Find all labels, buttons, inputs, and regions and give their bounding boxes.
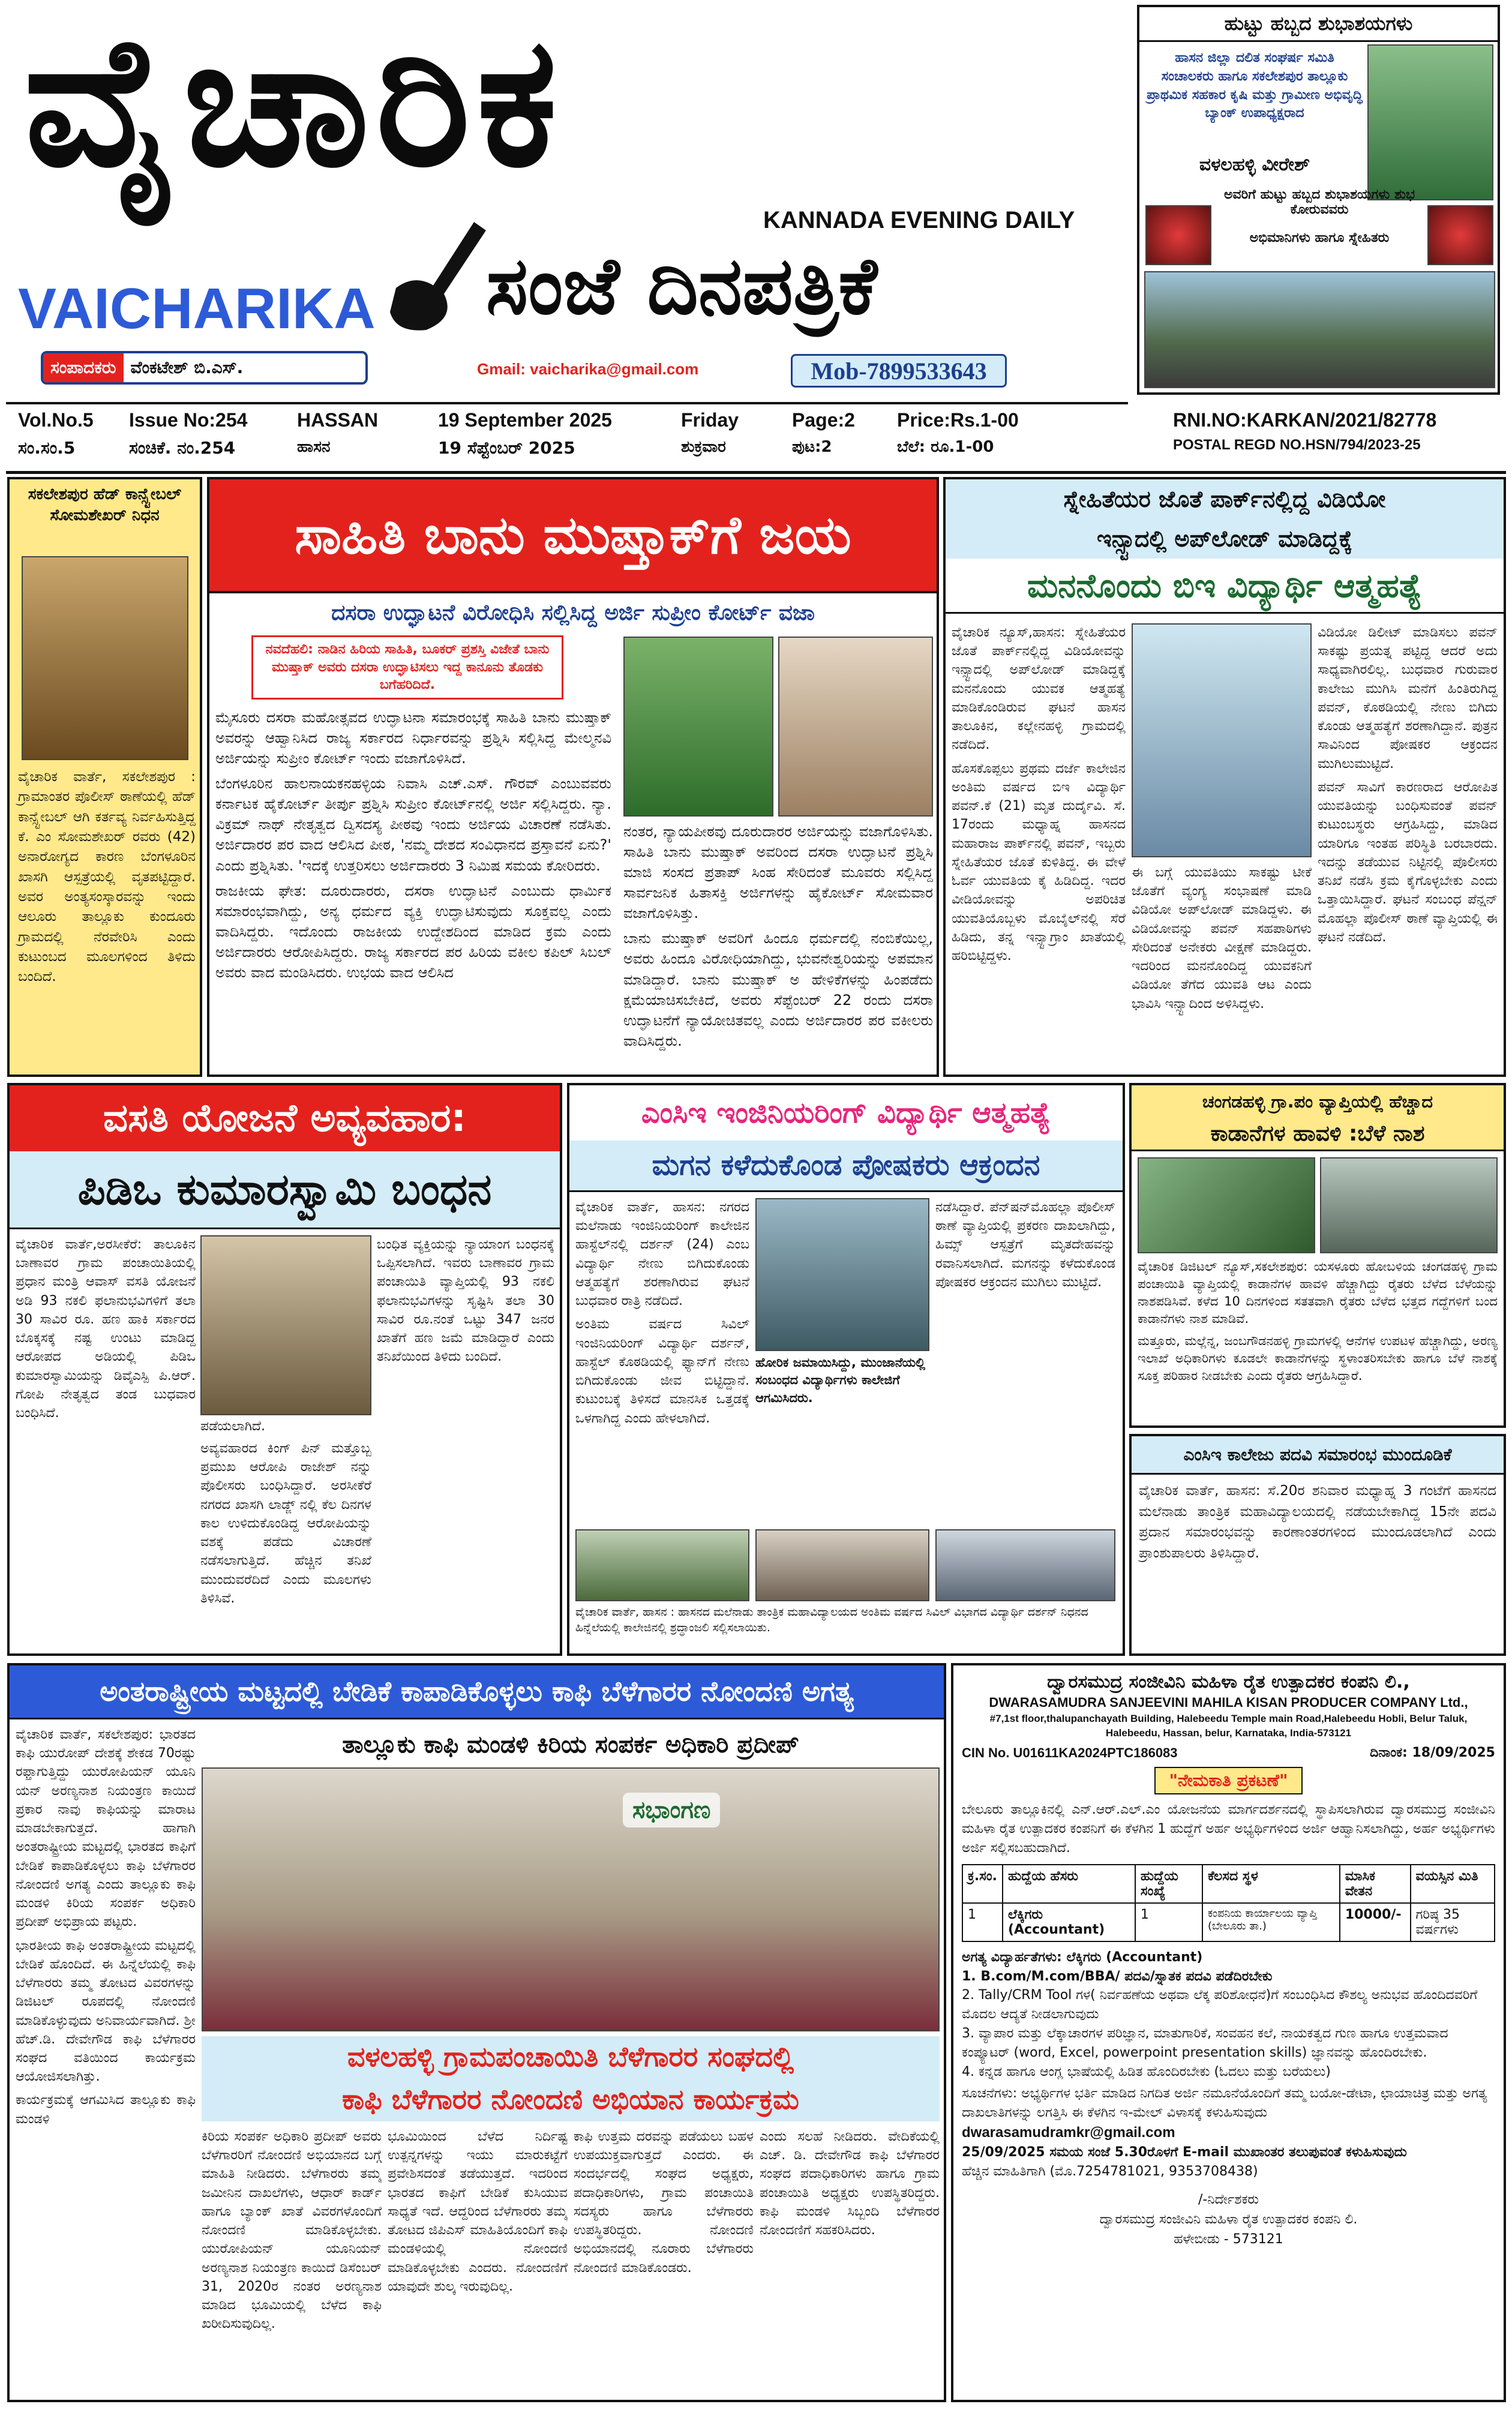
- notice-email: dwarasamudramkr@gmail.com: [962, 2124, 1175, 2141]
- elephant-road-photo: [1320, 1157, 1498, 1253]
- mce-paragraph: ನಡೆಸಿದ್ದಾರೆ. ಪೆನ್‌ಷನ್‌ಮೊಹಲ್ಲಾ ಪೊಲೀಸ್ ಠಾಣೆ ವ್ಯಾಪ್ತಿಯಲ್ಲಿ ಪ್ರಕರಣ ದಾಖಲಾಗಿದ್ದು, ಹಿಮ್ಸ್ ಆಸ್ಪತ್ರೆಗೆ ಮೃತದೇಹವನ್ನು ರವಾನಿಸಲಾಗಿದೆ. ಮಗನನ್ನು ಕಳೆದುಕೊಂಡ ಪೋಷಕರ ಆಕ್ರಂದನ ಮುಗಿಲು ಮುಟ್ಟಿದೆ.: [935, 1200, 1115, 1290]
- coffee-paragraph: ವೈಚಾರಿಕ ವಾರ್ತೆ, ಸಕಲೇಶಪುರ: ಭಾರತದ ಕಾಫಿ ಯುರೋಪ್ ದೇಶಕ್ಕೆ ಶೇಕಡ 70ರಷ್ಟು ರಫ್ತಾಗುತ್ತಿದ್ದು ಯುರೋಪಿಯನ್ ಯೂನಿ ಯನ್ ಅರಣ್ಯನಾಶ ನಿಯಂತ್ರಣ ಕಾಯಿದೆ ಪ್ರಕಾರ ನಾವು ಕಾಫಿಯನ್ನು ಮಾರಾಟ ಮಾಡಬೇಕಾಗುತ್ತದೆ. ಹಾಗಾಗಿ ಅಂತರಾಷ್ಟ್ರೀಯ ಮಟ್ಟದಲ್ಲಿ ಭಾರತದ ಕಾಫಿಗೆ ಬೇಡಿಕೆ ಕಾಪಾಡಿಕೊಳ್ಳಲು ಕಾಫಿ ಬೆಳೆಗಾರರ ನೋಂದಣಿ ಅಗತ್ಯ ಎಂದು ತಾಲ್ಲೂಕು ಕಾಫಿ ಮಂಡಳಿ ಕಿರಿಯ ಸಂಪರ್ಕ ಅಧಿಕಾರಿ ಪ್ರದೀಪ್ ಅಭಿಪ್ರಾಯ ಪಟ್ಟರು.: [16, 1727, 196, 1930]
- notice-qual-item: 3. ವ್ಯಾಪಾರ ಮತ್ತು ಲೆಕ್ಕಾಚಾರಗಳ ಪರಿಜ್ಞಾನ, ಮಾತುಗಾರಿಕೆ, ಸಂವಹನ ಕಲೆ, ನಾಯಕತ್ವದ ಗುಣ ಹಾಗೂ ಉತ್ತಮವಾದ ಕಂಪ್ಯೂಟರ್ (word, Excel, powerpoint presentation skills) ಜ್ಞಾನವನ್ನು ಹೊಂದಿರಬೇಕು.: [962, 2026, 1448, 2061]
- notice-qual-item: 4. ಕನ್ನಡ ಹಾಗೂ ಆಂಗ್ಲ ಭಾಷೆಯಲ್ಲಿ ಹಿಡಿತ ಹೊಂದಿರಬೇಕು (ಓದಲು ಮತ್ತು ಬರೆಯಲು): [962, 2064, 1331, 2080]
- mce-student-photo: [755, 1198, 929, 1351]
- masthead-mobile: Mob-7899533643: [791, 354, 1007, 388]
- dateline-rni: RNI.NO:KARKAN/2021/82778: [1173, 409, 1437, 431]
- coffee-body-col5: [760, 2127, 940, 2397]
- dateline-issue-kn: ಸಂಚಿಕೆ. ನಂ.254: [129, 438, 236, 458]
- elephant-headline-1: ಚಂಗಡಹಳ್ಳಿ ಗ್ರಾ.ಪಂ ವ್ಯಾಪ್ತಿಯಲ್ಲಿ ಹೆಚ್ಚಾದ: [1132, 1085, 1504, 1118]
- notice-qual-item: 1. B.com/M.com/BBA/ ಪದವಿ/ಸ್ನಾತಕ ಪದವಿ ಪಡೆದಿರಬೇಕು: [962, 1968, 1273, 1984]
- mce-tribute-photo-middle: [755, 1529, 929, 1601]
- notice-qual-title: ಅಗತ್ಯ ವಿದ್ಯಾರ್ಹತೆಗಳು: ಲೆಕ್ಕಿಗರು (Accountant): [962, 1949, 1203, 1965]
- table-header-cell: ಹುದ್ದೆಯ ಹೆಸರು: [1003, 1865, 1135, 1903]
- dateline-postal: POSTAL REGD NO.HSN/794/2023-25: [1173, 437, 1421, 453]
- coffee-paragraph: ಭಾರತೀಯ ಕಾಫಿ ಅಂತರಾಷ್ಟ್ರೀಯ ಮಟ್ಟದಲ್ಲಿ ಬೇಡಿಕೆ ಹೊಂದಿದೆ. ಈ ಹಿನ್ನೆಲೆಯಲ್ಲಿ ಕಾಫಿ ಬೆಳೆಗಾರರು ತಮ್ಮ ತೋಟದ ವಿವರಗಳನ್ನು ಡಿಜಿಟಲ್ ರೂಪದಲ್ಲಿ ನೋಂದಣಿ ಮಾಡಿಕೊಳ್ಳುವುದು ಅನಿವಾರ್ಯವಾಗಿದೆ. ಶ್ರೀ ಹೆಚ್.ಡಿ. ದೇವೇಗೌಡ ಕಾಫಿ ಬೆಳೆಗಾರರ ಸಂಘದ ವತಿಯಿಂದ ಕಾರ್ಯಕ್ರಮ ಆಯೋಜಿಸಲಾಗಿತ್ತು.: [16, 1938, 196, 2085]
- notice-meta-row: [953, 1743, 1504, 1763]
- obituary-body: ವೈಚಾರಿಕ ವಾರ್ತೆ, ಸಕಲೇಶಪುರ : ಗ್ರಾಮಾಂತರ ಪೊಲೀಸ್ ಠಾಣೆಯಲ್ಲಿ ಹೆಡ್ ಕಾನ್ಸ್ಟೇಬಲ್ ಆಗಿ ಕರ್ತವ್ಯ ನಿರ್ವಹಿಸುತ್ತಿದ್ದ ಕೆ. ಎಂ ಸೋಮಶೇಖರ್ ರವರು (42) ಅನಾರೋಗ್ಯದ ಕಾರಣ ಬೆಂಗಳೂರಿನ ಖಾಸಗಿ ಆಸ್ಪತ್ರೆಯಲ್ಲಿ ವೃತಪಟ್ಟಿದ್ದಾರೆ. ಅವರ ಅಂತ್ಯಸಂಸ್ಕಾರವನ್ನು ಇಂದು ಆಲೂರು ತಾಲ್ಲೂಕು ಕುಂದೂರು ಗ್ರಾಮದಲ್ಲಿ ನೆರವೇರಿಸಿ ಎಂದು ಕುಟುಂಬದ ಮೂಲಗಳಿಂದ ತಿಳಿದು ಬಂದಿದೆ.: [18, 769, 196, 985]
- birthday-bouquet-right: [1427, 205, 1493, 265]
- pdo-caption: ಪಡೆಯಲಾಗಿದೆ.: [200, 1419, 265, 1434]
- table-cell: 1: [962, 1903, 1003, 1941]
- coffee-paragraph: ಕಿರಿಯ ಸಂಪರ್ಕ ಅಧಿಕಾರಿ ಪ್ರದೀಪ್ ಅವರು ಬೆಳೆಗಾರರಿಗೆ ನೋಂದಣಿ ಅಭಿಯಾನದ ಬಗ್ಗೆ ಮಾಹಿತಿ ನೀಡಿದರು. ಬೆಳೆಗಾರರು ತಮ್ಮ ಜಮೀನಿನ ದಾಖಲೆಗಳು, ಆಧಾರ್ ಕಾರ್ಡ್ ಹಾಗೂ ಬ್ಯಾಂಕ್ ಖಾತೆ ವಿವರಗಳೊಂದಿಗೆ ನೋಂದಣಿ ಮಾಡಿಕೊಳ್ಳಬೇಕು. ಯುರೋಪಿಯನ್ ಯೂನಿಯನ್ ಅರಣ್ಯನಾಶ ನಿಯಂತ್ರಣ ಕಾಯಿದೆ ಡಿಸೆಂಬರ್ 31, 2020ರ ನಂತರ ಅರಣ್ಯನಾಶ ಮಾಡಿದ ಭೂಮಿಯಲ್ಲಿ ಬೆಳೆದ ಕಾಫಿ ಖರೀದಿಸುವುದಿಲ್ಲ.: [202, 2129, 382, 2332]
- notice-deadline: 25/09/2025 ಸಮಯ ಸಂಜೆ 5.30ರೊಳಗೆ E-mail ಮುಖಾಂತರ ತಲುಪುವಂತೆ ಕಳುಹಿಸುವುದು: [962, 2145, 1407, 2160]
- dateline-place-kn: ಹಾಸನ: [297, 438, 331, 456]
- student-headline-1: ಸ್ನೇಹಿತೆಯರ ಜೊತೆ ಪಾರ್ಕ್‌ನಲ್ಲಿದ್ದ ವಿಡಿಯೋ: [946, 479, 1504, 519]
- coffee-body-col2: [202, 2127, 382, 2397]
- notice-table-header: [962, 1865, 1495, 1903]
- birthday-from: ಅಭಿಮಾನಿಗಳು ಹಾಗೂ ಸ್ನೇಹಿತರು: [1249, 230, 1390, 245]
- dateline-vol-kn: ಸಂ.ಸಂ.5: [18, 438, 76, 458]
- dateline-day-en: Friday: [681, 409, 739, 431]
- table-header-cell: ಕೆಲಸದ ಸ್ಥಳ: [1202, 1865, 1340, 1903]
- coffee-body-left: [16, 1725, 196, 2397]
- elephant-paragraph: ವೈಚಾರಿಕ ಡಿಜಿಟಲ್ ನ್ಯೂಸ್,ಸಕಲೇಶಪುರ: ಯಸಳೂರು ಹೋಬಳಿಯ ಚಂಗಡಹಳ್ಳಿ ಗ್ರಾಮ ಪಂಚಾಯಿತಿ ವ್ಯಾಪ್ತಿಯಲ್ಲಿ ಕಾಡಾನೆಗಳ ಹಾವಳಿ ಹೆಚ್ಚಾಗಿದ್ದು ರೈತರು ಬೆಳೆದ ಬೆಳೆಯನ್ನು ನಾಶಪಡಿಸಿವೆ. ಕಳೆದ 10 ದಿನಗಳಿಂದ ಸತತವಾಗಿ ರೈತರು ಬೆಳೆದ ಭತ್ತದ ಗದ್ದೆಗಳಿಗೆ ಬಂದ ಕಾಡಾನೆಗಳು ನಾಶ ಮಾಡಿವೆ.: [1138, 1259, 1498, 1326]
- dateline-price-kn: ಬೆಲೆ: ರೂ.1-00: [897, 438, 994, 456]
- obituary-box: [7, 477, 202, 1077]
- dateline-vol-en: Vol.No.5: [18, 409, 94, 431]
- student-body-right: [1318, 623, 1498, 1073]
- pdo-body-left: [16, 1235, 196, 1652]
- student-paragraph: ವೈಚಾರಿಕ ನ್ಯೂಸ್,ಹಾಸನ: ಸ್ನೇಹಿತೆಯರ ಜೊತೆ ಪಾರ್ಕ್‌ನಲ್ಲಿದ್ದ ವಿಡಿಯೋವನ್ನು ಇನ್ಸ್ಟಾದಲ್ಲಿ ಅಪ್‌ಲೋಡ್ ಮಾಡಿದ್ದಕ್ಕೆ ಮನನೊಂದು ಯುವಕ ಆತ್ಮಹತ್ಯೆ ಮಾಡಿಕೊಂಡಿರುವ ಘಟನೆ ಹಾಸನ ತಾಲೂಕಿನ, ಕಲ್ಲೇನಹಳ್ಳಿ ಗ್ರಾಮದಲ್ಲಿ ನಡೆದಿದೆ.: [952, 625, 1126, 753]
- coffee-paragraph: ಕಾಫಿ ಉತ್ತಮ ದರವನ್ನು ಪಡೆಯಲು ಬಹಳ ಉಪಯುಕ್ತವಾಗುತ್ತದೆ ಎಂದರು. ಈ ಸಂದರ್ಭದಲ್ಲಿ ಸಂಘದ ಅಧ್ಯಕ್ಷರು, ಪದಾಧಿಕಾರಿಗಳು, ಗ್ರಾಮ ಪಂಚಾಯಿತಿ ಸದಸ್ಯರು ಹಾಗೂ ಬೆಳೆಗಾರರು ಉಪಸ್ಥಿತರಿದ್ದರು. ನೋಂದಣಿ ಅಭಿಯಾನದಲ್ಲಿ ನೂರಾರು ಬೆಳೆಗಾರರು ನೋಂದಣಿ ಮಾಡಿಕೊಂಡರು.: [574, 2129, 754, 2276]
- banu-paragraph: ಬೆಂಗಳೂರಿನ ಹಾಲನಾಯಕನಹಳ್ಳಿಯ ನಿವಾಸಿ ಎಚ್.ಎಸ್. ಗೌರವ್ ಎಂಬುವವರು ಕರ್ನಾಟಕ ಹೈಕೋರ್ಟ್ ತೀರ್ಪು ಪ್ರಶ್ನಿಸಿ ಸುಪ್ರೀಂ ಕೋರ್ಟ್‌ನಲ್ಲಿ ಅರ್ಜಿ ಸಲ್ಲಿಸಿದ್ದರು. ನ್ಯಾ. ವಿಕ್ರಮ್ ನಾಥ್ ನೇತೃತ್ವದ ದ್ವಿಸದಸ್ಯ ಪೀಠವು ಇಂದು ಅರ್ಜಿಯ ವಿಚಾರಣೆ ನಡೆಸಿತು. ಅರ್ಜಿದಾರರ ಪರ ವಾದ ಆಲಿಸಿದ ಪೀಠ, 'ನಮ್ಮ ದೇಶದ ಸಂವಿಧಾನದ ಪ್ರಸ್ತಾವನೆ ಏನು?' ಎಂದು ಪ್ರಶ್ನಿಸಿತು. 'ಇದಕ್ಕೆ ಉತ್ತರಿಸಲು ಅರ್ಜಿದಾರರು 3 ನಿಮಿಷ ಸಮಯ ಕೋರಿದರು.: [215, 775, 611, 874]
- banu-paragraph: ನಂತರ, ನ್ಯಾಯಪೀಠವು ದೂರುದಾರರ ಅರ್ಜಿಯನ್ನು ವಜಾಗೊಳಿಸಿತು. ಸಾಹಿತಿ ಬಾನು ಮುಷ್ತಾಕ್ ಅವರಿಂದ ದಸರಾ ಉದ್ಘಾಟನೆ ಪ್ರಶ್ನಿಸಿ ಮಾಜಿ ಸಂಸದ ಪ್ರತಾಪ್ ಸಿಂಹ ಸೇರಿದಂತೆ ಮೂವರು ಸಲ್ಲಿಸಿದ್ದ ಸಾರ್ವಜನಿಕ ಹಿತಾಸಕ್ತಿ ಅರ್ಜಿಗಳನ್ನು ಹೈಕೋರ್ಟ್ ಸೋಮವಾರ ವಜಾಗೊಳಿಸಿತ್ತು.: [623, 823, 933, 922]
- dateline-price-en: Price:Rs.1-00: [897, 409, 1019, 431]
- editor-label: ಸಂಪಾದಕರು: [43, 353, 124, 382]
- dateline-page-en: Page:2: [792, 409, 855, 431]
- pdo-headline-1: ವಸತಿ ಯೋಜನೆ ಅವ್ಯವಹಾರ:: [10, 1085, 560, 1151]
- coffee-headline-2b: ಕಾಫಿ ಬೆಳೆಗಾರರ ನೋಂದಣಿ ಅಭಿಯಾನ ಕಾರ್ಯಕ್ರಮ: [202, 2078, 940, 2121]
- coffee-paragraph: ಭೂಮಿಯಿಂದ ಬೆಳೆದ ನಿರ್ದಿಷ್ಟ ಉತ್ಪನ್ನಗಳನ್ನು ಇಯು ಮಾರುಕಟ್ಟೆಗೆ ಪ್ರವೇಶಿಸದಂತೆ ತಡೆಯುತ್ತದೆ. ಇದರಿಂದ ಭಾರತದ ಕಾಫಿಗೆ ಬೇಡಿಕೆ ಕುಸಿಯುವ ಸಾಧ್ಯತೆ ಇದೆ. ಆದ್ದರಿಂದ ಬೆಳೆಗಾರರು ತಮ್ಮ ತೋಟದ ಜಿಪಿಎಸ್ ಮಾಹಿತಿಯೊಂದಿಗೆ ಕಾಫಿ ಮಂಡಳಿಯಲ್ಲಿ ನೋಂದಣಿ ಮಾಡಿಕೊಳ್ಳಬೇಕು ಎಂದರು. ನೋಂದಣಿಗೆ ಯಾವುದೇ ಶುಲ್ಕ ಇರುವುದಿಲ್ಲ.: [388, 2129, 568, 2294]
- coffee-meeting-photo: [202, 1767, 940, 2031]
- masthead-title-kannada: ವೈಚಾರಿಕ: [24, 0, 564, 206]
- editor-badge: [41, 351, 368, 385]
- coffee-body-col3: [388, 2127, 568, 2397]
- birthday-text: ಹಾಸನ ಜಿಲ್ಲಾ ದಲಿತ ಸಂಘರ್ಷ ಸಮಿತಿ ಸಂಚಾಲಕರು ಹಾಗೂ ಸಕಲೇಶಪುರ ತಾಲ್ಲೂಕು ಪ್ರಾಥಮಿಕ ಸಹಕಾರ ಕೃಷಿ ಮತ್ತು ಗ್ರಾಮೀಣ ಅಭಿವೃದ್ಧಿ ಬ್ಯಾಂಕ್ ಉಪಾಧ್ಯಕ್ಷರಾದ: [1147, 50, 1363, 121]
- banu-body-left: [215, 707, 611, 1073]
- college-body: ವೈಚಾರಿಕ ವಾರ್ತೆ, ಹಾಸನ: ಸೆ.20ರ ಶನಿವಾರ ಮಧ್ಯಾಹ್ನ 3 ಗಂಟೆಗೆ ಹಾಸನದ ಮಲೆನಾಡು ತಾಂತ್ರಿಕ ಮಹಾವಿದ್ಯಾಲಯದಲ್ಲಿ ನಡೆಯಬೇಕಾಗಿದ್ದ 15ನೇ ಪದವಿ ಪ್ರದಾನ ಸಮಾರಂಭವನ್ನು ಕಾರಣಾಂತರಗಳಿಂದ ಮುಂದೂಡಲಾಗಿದೆ ಎಂದು ಪ್ರಾಂಶುಪಾಲರು ತಿಳಿಸಿದ್ದಾರೆ.: [1139, 1483, 1496, 1561]
- birthday-portrait-photo: [1367, 44, 1493, 200]
- banu-kicker: ನವದೆಹಲಿ: ನಾಡಿನ ಹಿರಿಯ ಸಾಹಿತಿ, ಬೂಕರ್ ಪ್ರಶಸ್ತಿ ವಿಜೇತೆ ಬಾನು ಮುಷ್ತಾಕ್ ಅವರು ದಸರಾ ಉದ್ಘಾಟಿಸಲು ಇದ್ದ ಕಾನೂನು ತೊಡಕು ಬಗೆಹರಿದಿದೆ.: [251, 635, 563, 700]
- coffee-subhead: ತಾಲ್ಲೂಕು ಕಾಫಿ ಮಂಡಳಿ ಕಿರಿಯ ಸಂಪರ್ಕ ಅಧಿಕಾರಿ ಪ್ರದೀಪ್: [342, 1731, 799, 1758]
- mce-paragraph: ಅಂತಿಮ ವರ್ಷದ ಸಿವಿಲ್ ಇಂಜಿನಿಯರಿಂಗ್ ವಿದ್ಯಾರ್ಥಿ ದರ್ಶನ್, ಹಾಸ್ಟೆಲ್ ಕೊಠಡಿಯಲ್ಲಿ ಫ್ಯಾನ್‌ಗೆ ನೇಣು ಬಿಗಿದುಕೊಂಡು ಜೀವ ಬಿಟ್ಟಿದ್ದಾನೆ. ಕುಟುಂಬಕ್ಕೆ ತಿಳಿಸದೆ ಮಾನಸಿಕ ಒತ್ತಡಕ್ಕೆ ಒಳಗಾಗಿದ್ದ ಎಂದು ಹೇಳಲಾಗಿದೆ.: [575, 1317, 749, 1426]
- coffee-headline-2a: ವಳಲಹಳ್ಳಿ ಗ್ರಾಮಪಂಚಾಯಿತಿ ಬೆಳೆಗಾರರ ಸಂಘದಲ್ಲಿ: [202, 2036, 940, 2078]
- birthday-header: ಹುಟ್ಟು ಹಬ್ಬದ ಶುಭಾಶಯಗಳು: [1139, 7, 1498, 42]
- editor-name: ವೆಂಕಟೇಶ್ ಬಿ.ಎಸ್.: [124, 353, 251, 382]
- notice-date: ದಿನಾಂಕ: 18/09/2025: [1370, 1745, 1495, 1760]
- notice-note: ಸೂಚನೆಗಳು: ಅಭ್ಯರ್ಥಿಗಳ ಭರ್ತಿ ಮಾಡಿದ ನಿಗದಿತ ಅರ್ಜಿ ನಮೂನೆಯೊಂದಿಗೆ ತಮ್ಮ ಬಯೋ-ಡೇಟಾ, ಛಾಯಾಚಿತ್ರ ಮತ್ತು ಅಗತ್ಯ ದಾಖಲಾತಿಗಳನ್ನು ಲಗತ್ತಿಸಿ ಈ ಕೆಳಗಿನ ಇ-ಮೇಲ್ ವಿಳಾಸಕ್ಕೆ ಕಳುಹಿಸುವುದು: [962, 2085, 1487, 2120]
- notice-qualifications: [953, 1946, 1504, 2184]
- notice-sign-3: ಹಳೇಬೀಡು - 573121: [1174, 2232, 1283, 2247]
- banu-paragraph: ರಾಜಕೀಯ ಘೇತ: ದೂರುದಾರರು, ದಸರಾ ಉದ್ಘಾಟನೆ ಎಂಬುದು ಧಾರ್ಮಿಕ ಸಮಾರಂಭವಾಗಿದ್ದು, ಅನ್ಯ ಧರ್ಮದ ವ್ಯಕ್ತಿ ಉದ್ಘಾಟಿಸುವುದು ಸೂಕ್ತವಲ್ಲ ಎಂದು ವಾದಿಸಿದ್ದರು. ಇದೊಂದು ರಾಜಕೀಯ ಉದ್ದೇಶದಿಂದ ಮಾಡಿದ ಕ್ರಮ ಎಂದು ಅರ್ಜಿದಾರರು ಆರೋಪಿಸಿದ್ದರು. ರಾಜ್ಯ ಸರ್ಕಾರದ ಪರ ಹಿರಿಯ ವಕೀಲ ಕಪಿಲ್ ಸಿಬಲ್ ಅವರು ವಾದ ಮಂಡಿಸಿದರು. ಉಭಯ ವಾದ ಆಲಿಸಿದ: [215, 882, 611, 981]
- notice-sign-1: /-ನಿರ್ದೇಶಕರು: [1198, 2192, 1259, 2208]
- student-paragraph: ಹೊಸಕೊಪ್ಪಲು ಪ್ರಥಮ ದರ್ಜೆ ಕಾಲೇಜಿನ ಅಂತಿಮ ವರ್ಷದ ಬಿಇ ವಿದ್ಯಾರ್ಥಿ ಪವನ್.ಕೆ (21) ಮೃತ ದುರ್ದೈವಿ. ಸೆ. 17ರಂದು ಮಧ್ಯಾಹ್ನ ಹಾಸನದ ಮಹಾರಾಜ ಪಾರ್ಕ್‌ನಲ್ಲಿ ಪವನ್, ಇಬ್ಬರು ಸ್ನೇಹಿತೆಯರ ಜೊತೆ ಕುಳಿತಿದ್ದ. ಈ ವೇಳೆ ಓರ್ವ ಯುವತಿಯ ಕೈ ಹಿಡಿದಿದ್ದ. ಇದರ ವೀಡಿಯೋವನ್ನು ಅಪರಿಚಿತ ಯುವತಿಯೊಬ್ಬಳು ಮೊಬೈಲ್‌ನಲ್ಲಿ ಸೆರೆ ಹಿಡಿದು, ತನ್ನ ಇನ್ಸ್ಟಾಗ್ರಾಂ ಖಾತೆಯಲ್ಲಿ ಹರಿಬಿಟ್ಟಿದ್ದಳು.: [952, 761, 1126, 964]
- table-cell: ಗರಿಷ್ಠ 35 ವರ್ಷಗಳು: [1411, 1903, 1495, 1941]
- masthead-title-english: VAICHARIKA: [18, 277, 376, 341]
- dateline-bottom-rule: [6, 471, 1506, 474]
- elephant-paragraph: ಮತ್ತೂರು, ಮಲ್ಲೆನ್ನ, ಜಂಬಗೌಡನಹಳ್ಳಿ ಗ್ರಾಮಗಳಲ್ಲಿ ಆನೆಗಳ ಉಪಟಳ ಹೆಚ್ಚಾಗಿದ್ದು, ಅರಣ್ಯ ಇಲಾಖೆ ಅಧಿಕಾರಿಗಳು ಕೂಡಲೇ ಕಾಡಾನೆಗಳನ್ನು ಸ್ಥಳಾಂತರಿಸಬೇಕು ಹಾಗೂ ಬೆಳೆ ನಾಶಕ್ಕೆ ಸೂಕ್ತ ಪರಿಹಾರ ನೀಡಬೇಕು ಎಂದು ರೈತರು ಆಗ್ರಹಿಸಿದ್ದಾರೆ.: [1138, 1333, 1498, 1383]
- dateline-place-en: HASSAN: [297, 409, 379, 431]
- notice-sign-2: ದ್ವಾರಸಮುದ್ರ ಸಂಜೀವಿನಿ ಮಹಿಳಾ ರೈತ ಉತ್ಪಾದಕರ ಕಂಪನಿ ಲಿ.: [1099, 2212, 1358, 2228]
- table-cell: 10000/-: [1340, 1903, 1411, 1941]
- college-story: [1129, 1434, 1506, 1656]
- coffee-banner-text: ಸಭಾಂಗಣ: [623, 1793, 720, 1827]
- table-cell: ಕಂಪನಿಯ ಕಾರ್ಯಾಲಯ ವ್ಯಾಪ್ತಿ (ಬೇಲೂರು ತಾ.): [1202, 1903, 1340, 1941]
- masthead-gmail: Gmail: vaicharika@gmail.com: [477, 360, 699, 378]
- table-row: [962, 1903, 1495, 1941]
- mce-student-caption: ಹೋರಿಕ ಜಮಾಯಿಸಿದ್ದು, ಮುಂಜಾನೆಯಲ್ಲಿ ಸಂಬಂಧದ ವಿದ್ಯಾರ್ಥಿಗಳು ಕಾಲೇಜಿಗೆ ಆಗಮಿಸಿದರು.: [755, 1355, 926, 1405]
- college-headline: ಎಂಸಿಇ ಕಾಲೇಜು ಪದವಿ ಸಮಾರಂಭ ಮುಂದೂಡಿಕೆ: [1132, 1436, 1504, 1475]
- coffee-story: [7, 1663, 946, 2402]
- student-headline-3: ಮನನೊಂದು ಬಿಇ ವಿದ್ಯಾರ್ಥಿ ಆತ್ಮಹತ್ಯೆ: [946, 560, 1504, 614]
- birthday-group-photo: [1144, 271, 1495, 388]
- masthead-tagline-english: KANNADA EVENING DAILY: [763, 207, 1075, 233]
- banu-subhead: ದಸರಾ ಉದ್ಘಾಟನೆ ವಿರೋಧಿಸಿ ಸಲ್ಲಿಸಿದ್ದ ಅರ್ಜಿ ಸುಪ್ರೀಂ ಕೋರ್ಟ್ ವಜಾ: [331, 601, 815, 625]
- mce-story: [567, 1083, 1125, 1656]
- birthday-bouquet-left: [1145, 205, 1211, 265]
- pdo-headline-2: ಪಿಡಿಒ ಕುಮಾರಸ್ವಾಮಿ ಬಂಧನ: [10, 1151, 560, 1229]
- dateline: [6, 407, 1506, 473]
- notice-address-2: Halebeedu, Hassan, belur, Karnataka, India-573121: [1105, 1727, 1352, 1739]
- pdo-story: [7, 1083, 562, 1656]
- notice-title: "ನೇಮಕಾತಿ ಪ್ರಕಟಣೆ": [1154, 1767, 1302, 1794]
- dateline-top-rule: [6, 402, 1128, 404]
- notice-company-kn: ದ್ವಾರಸಮುದ್ರ ಸಂಜೀವಿನಿ ಮಹಿಳಾ ರೈತ ಉತ್ಪಾದಕರ ಕಂಪನಿ ಲಿ.,: [1047, 1671, 1410, 1692]
- pen-hand-icon: [384, 216, 492, 336]
- mce-paragraph: ವೈಚಾರಿಕ ವಾರ್ತೆ, ಹಾಸನ: ನಗರದ ಮಲೆನಾಡು ಇಂಜಿನಿಯರಿಂಗ್ ಕಾಲೇಜಿನ ಹಾಸ್ಟೆಲ್‌ನಲ್ಲಿ ದರ್ಶನ್ (24) ಎಂಬ ವಿದ್ಯಾರ್ಥಿ ನೇಣು ಬಿಗಿದುಕೊಂಡು ಆತ್ಮಹತ್ಯೆಗೆ ಶರಣಾಗಿರುವ ಘಟನೆ ಬುಧವಾರ ರಾತ್ರಿ ನಡೆದಿದೆ.: [575, 1200, 749, 1309]
- dateline-date-kn: 19 ಸೆಪ್ಟೆಂಬರ್ 2025: [438, 438, 575, 458]
- pdo-paragraph: ಅವ್ಯವಹಾರದ ಕಿಂಗ್ ಪಿನ್ ಮತ್ತೊಬ್ಬ ಪ್ರಮುಖ ಆರೋಪಿ ರಾಜೇಶ್ ನನ್ನು ಪೊಲೀಸರು ಬಂಧಿಸಿದ್ದಾರೆ. ಅರಸೀಕೆರೆ ನಗರದ ಖಾಸಗಿ ಲಾಡ್ಜ್ ನಲ್ಲಿ ಕೆಲ ದಿನಗಳ ಕಾಲ ಉಳಿದುಕೊಂಡಿದ್ದ ಆರೋಪಿಯನ್ನು ವಶಕ್ಕೆ ಪಡೆದು ವಿಚಾರಣೆ ನಡೆಸಲಾಗುತ್ತಿದೆ. ಹೆಚ್ಚಿನ ತನಿಖೆ ಮುಂದುವರೆದಿದೆ ಎಂದು ಮೂಲಗಳು ತಿಳಿಸಿವೆ.: [200, 1441, 371, 1606]
- notice-table-wrap: [953, 1860, 1504, 1946]
- mce-headline-1: ಎಂಸಿಇ ಇಂಜಿನಿಯರಿಂಗ್ ವಿದ್ಯಾರ್ಥಿ ಆತ್ಮಹತ್ಯೆ: [569, 1085, 1123, 1141]
- elephant-body: [1138, 1258, 1498, 1426]
- table-header-cell: ಕ್ರ.ಸಂ.: [962, 1865, 1003, 1903]
- coffee-body-col4: [574, 2127, 754, 2397]
- mce-headline-2: ಮಗನ ಕಳೆದುಕೊಂಡ ಪೋಷಕರು ಆಕ್ರಂದನ: [569, 1141, 1123, 1192]
- notice-signature: [953, 2184, 1504, 2255]
- table-header-cell: ಮಾಸಿಕ ವೇತನ: [1340, 1865, 1411, 1903]
- mce-tribute-photo-left: [575, 1529, 749, 1601]
- notice-title-wrap: [953, 1767, 1504, 1794]
- notice-intro: ಬೇಲೂರು ತಾಲ್ಲೂಕಿನಲ್ಲಿ ಎನ್.ಆರ್.ಎಲ್.ಎಂ ಯೋಜನೆಯ ಮಾರ್ಗದರ್ಶನದಲ್ಲಿ ಸ್ಥಾಪಿಸಲಾಗಿರುವ ದ್ವಾರಸಮುದ್ರ ಸಂಜೀವಿನಿ ಮಹಿಳಾ ರೈತ ಉತ್ಪಾದಕರ ಕಂಪನಿಗೆ ಈ ಕೆಳಗಿನ 1 ಹುದ್ದೆಗೆ ಅರ್ಹ ಅಭ್ಯರ್ಥಿಗಳಿಂದ ಅರ್ಜಿ ಆಹ್ವಾನಿಸಲಾಗಿದ್ದು, ಅರ್ಹ ಅಭ್ಯರ್ಥಿಗಳು ಅರ್ಜಿ ಸಲ್ಲಿಸಬಹುದಾಗಿದೆ.: [962, 1802, 1495, 1856]
- elephant-headline-2: ಕಾಡಾನೆಗಳ ಹಾವಳಿ :ಬೆಳೆ ನಾಶ: [1132, 1118, 1504, 1151]
- banu-body-right: [623, 821, 933, 1073]
- birthday-wish: ಅವರಿಗೆ ಹುಟ್ಟು ಹಬ್ಬದ ಶುಭಾಶಯಗಳು ಶುಭ ಕೋರುವವರು: [1223, 187, 1415, 217]
- student-body-left: [952, 623, 1126, 1073]
- masthead-tagline-kannada: ಸಂಜೆ ದಿನಪತ್ರಿಕೆ: [486, 240, 877, 332]
- mce-body-right: [935, 1198, 1115, 1528]
- mce-body-left: [575, 1198, 749, 1528]
- pdo-body-middle: [200, 1439, 371, 1652]
- student-paragraph: ಈ ಬಗ್ಗೆ ಯುವತಿಯು ಸಾಕಷ್ಟು ಟೀಕೆ ಜೊತೆಗೆ ವ್ಯಂಗ್ಯ ಸಂಭಾಷಣೆ ಮಾಡಿ ವಿಡಿಯೋ ಅಪ್‌ಲೋಡ್ ಮಾಡಿದ್ದಳು. ಈ ವಿಡಿಯೋವನ್ನು ಪವನ್ ಸಹಪಾಠಿಗಳು ಸೇರಿದಂತೆ ಅನೇಕರು ವೀಕ್ಷಣೆ ಮಾಡಿದ್ದರು. ಇದರಿಂದ ಮನನೊಂದಿದ್ದ ಯುವಕನಿಗೆ ವಿಡಿಯೋ ತೆಗೆದ ಯುವತಿ ಆಟ ಎಂದು ಭಾವಿಸಿ ಇನ್ಸ್ಟಾದಿಂದ ಅಳಿಸಿದ್ದಳು.: [1132, 865, 1312, 1012]
- coffee-headline: ಅಂತರಾಷ್ಟ್ರೀಯ ಮಟ್ಟದಲ್ಲಿ ಬೇಡಿಕೆ ಕಾಪಾಡಿಕೊಳ್ಳಲು ಕಾಫಿ ಬೆಳೆಗಾರರ ನೋಂದಣಿ ಅಗತ್ಯ: [10, 1665, 944, 1719]
- notice-company-en: DWARASAMUDRA SANJEEVINI MAHILA KISAN PRODUCER COMPANY Ltd.,: [989, 1695, 1468, 1710]
- student-story: [943, 477, 1506, 1077]
- masthead: [0, 0, 1128, 399]
- supreme-court-photo: [778, 637, 933, 817]
- table-cell: 1: [1135, 1903, 1202, 1941]
- elephant-crop-photo: [1138, 1157, 1315, 1253]
- mce-tribute-photo-right: [935, 1529, 1115, 1601]
- dateline-day-kn: ಶುಕ್ರವಾರ: [681, 438, 726, 456]
- notice-cin: CIN No. U01611KA2024PTC186083: [962, 1745, 1178, 1760]
- table-header-cell: ವಯಸ್ಸಿನ ಮಿತಿ: [1411, 1865, 1495, 1903]
- banu-paragraph: ಬಾನು ಮುಷ್ತಾಕ್ ಅವರಿಗೆ ಹಿಂದೂ ಧರ್ಮದಲ್ಲಿ ನಂಬಿಕೆಯಿಲ್ಲ, ಅವರು ಹಿಂದೂ ವಿರೋಧಿಯಾಗಿದ್ದು, ಭುವನೇಶ್ವರಿಯನ್ನು ಅಪಮಾನ ಮಾಡಿದ್ದಾರೆ. ಬಾನು ಮುಷ್ತಾಕ್ ಅ ಹೇಳಿಕೆಗಳನ್ನು ಹಿಂಪಡೆದು ಕ್ಷಮೆಯಾಚಿಸಬೇಕಿದೆ, ಅವರು ಸೆಪ್ಟೆಂಬರ್ 22 ರಂದು ದಸರಾ ಉದ್ಘಾಟನೆಗೆ ನ್ಯಾಯೋಚಿತವಲ್ಲ ಎಂದು ಅರ್ಜಿದಾರರ ಪರ ವಕೀಲರು ವಾದಿಸಿದ್ದರು.: [623, 930, 933, 1049]
- birthday-name: ವಳಲಹಳ್ಳಿ ವೀರೇಶ್: [1199, 154, 1310, 175]
- recruitment-notice: [951, 1663, 1506, 2402]
- coffee-paragraph: ಕಾರ್ಯಕ್ರಮಕ್ಕೆ ಆಗಮಿಸಿದ ತಾಲ್ಲೂಕು ಕಾಫಿ ಮಂಡಳಿ: [16, 2093, 196, 2127]
- dateline-date-en: 19 September 2025: [438, 409, 612, 431]
- pdo-portrait-photo: [200, 1235, 371, 1415]
- pdo-paragraph: ವೈಚಾರಿಕ ವಾರ್ತೆ,ಅರಸೀಕೆರೆ: ತಾಲೂಕಿನ ಬಾಣಾವರ ಗ್ರಾಮ ಪಂಚಾಯಿತಿಯಲ್ಲಿ ಪ್ರಧಾನ ಮಂತ್ರಿ ಆವಾಸ್ ವಸತಿ ಯೋಜನೆ ಅಡಿ 93 ನಕಲಿ ಫಲಾನುಭವಿಗಳಿಗೆ ತಲಾ 30 ಸಾವಿರ ರೂ. ಹಣ ಹಾಕಿ ಸರ್ಕಾರದ ಬೊಕ್ಕಸಕ್ಕೆ ನಷ್ಟ ಉಂಟು ಮಾಡಿದ್ದ ಆರೋಪದ ಅಡಿಯಲ್ಲಿ ಪಿಡಿಒ ಕುಮಾರಸ್ವಾಮಿಯನ್ನು ಡಿವೈಎಸ್ಪಿ ಪಿ.ಆರ್. ಗೋಪಿ ನೇತೃತ್ವದ ತಂಡ ಬುಧವಾರ ಬಂಧಿಸಿದೆ.: [16, 1237, 196, 1421]
- student-photo: [1132, 623, 1312, 857]
- notice-qual-item: 2. Tally/CRM Tool ಗಳ( ನಿರ್ವಹಣೆಯ ಅಥವಾ ಲೆಕ್ಕ ಪರಿಶೋಧನೆ)ಗೆ ಸಂಬಂಧಿಸಿದ ಕೌಶಲ್ಯ ಅನುಭವ ಹೊಂದಿದವರಿಗೆ ಮೊದಲ ಆದ್ಯತೆ ನೀಡಲಾಗುವುದು: [962, 1988, 1478, 2022]
- banu-headline: ಸಾಹಿತಿ ಬಾನು ಮುಷ್ತಾಕ್‌ಗೆ ಜಯ: [209, 479, 937, 593]
- coffee-paragraph: ಎಂದು ಸಲಹೆ ನೀಡಿದರು. ವೇದಿಕೆಯಲ್ಲಿ ಎಚ್. ಡಿ. ದೇವೇಗೌಡ ಕಾಫಿ ಬೆಳೆಗಾರರ ಸಂಘದ ಪದಾಧಿಕಾರಿಗಳು ಹಾಗೂ ಗ್ರಾಮ ಪಂಚಾಯಿತಿ ಅಧ್ಯಕ್ಷರು ಉಪಸ್ಥಿತರಿದ್ದರು. ಕಾಫಿ ಮಂಡಳಿ ಸಿಬ್ಬಂದಿ ಬೆಳೆಗಾರರ ನೋಂದಣಿಗೆ ಸಹಕರಿಸಿದರು.: [760, 2129, 940, 2238]
- notice-table: [962, 1864, 1495, 1942]
- pdo-body-right: [377, 1235, 554, 1652]
- student-body-middle: [1132, 863, 1312, 1073]
- table-header-cell: ಹುದ್ದೆಯ ಸಂಖ್ಯೆ: [1135, 1865, 1202, 1903]
- obituary-headline: ಸಕಲೇಶಪುರ ಹೆಡ್ ಕಾನ್ಸ್ಟೇಬಲ್ ಸೋಮಶೇಖರ್ ನಿಧನ: [28, 485, 182, 525]
- obituary-portrait-photo: [22, 556, 188, 760]
- birthday-box: [1137, 5, 1500, 395]
- notice-contact: ಹೆಚ್ಚಿನ ಮಾಹಿತಿಗಾಗಿ (ಮೊ.7254781021, 9353708438): [962, 2164, 1258, 2180]
- banu-portrait-photo: [623, 637, 773, 817]
- pdo-paragraph: ಬಂಧಿತ ವ್ಯಕ್ತಿಯನ್ನು ನ್ಯಾಯಾಂಗ ಬಂಧನಕ್ಕೆ ಒಪ್ಪಿಸಲಾಗಿದೆ. ಇವರು ಬಾಣಾವರ ಗ್ರಾಮ ಪಂಚಾಯಿತಿ ವ್ಯಾಪ್ತಿಯಲ್ಲಿ 93 ನಕಲಿ ಫಲಾನುಭವಿಗಳನ್ನು ಸೃಷ್ಟಿಸಿ ತಲಾ 30 ಸಾವಿರ ರೂ.ನಂತೆ ಒಟ್ಟು 347 ಜನರ ಖಾತೆಗೆ ಹಣ ಜಮೆ ಮಾಡಿದ್ದಾರೆ ಎಂದು ತನಿಖೆಯಿಂದ ತಿಳಿದು ಬಂದಿದೆ.: [377, 1237, 554, 1365]
- dateline-page-kn: ಪುಟ:2: [792, 438, 832, 456]
- notice-address-1: #7,1st floor,thalupanchayath Building, Halebeedu Temple main Road,Halebeedu Hobli, Belur Taluk,: [989, 1713, 1468, 1724]
- student-headline-2: ಇನ್ಸ್ಟಾದಲ್ಲಿ ಅಪ್‌ಲೋಡ್ ಮಾಡಿದ್ದಕ್ಕೆ: [946, 519, 1504, 559]
- banu-story: [207, 477, 939, 1077]
- mce-photo-caption: ವೈಚಾರಿಕ ವಾರ್ತೆ, ಹಾಸನ : ಹಾಸನದ ಮಲೆನಾಡು ತಾಂತ್ರಿಕ ಮಹಾವಿದ್ಯಾಲಯದ ಅಂತಿಮ ವರ್ಷದ ಸಿವಿಲ್ ವಿಭಾಗದ ವಿದ್ಯಾರ್ಥಿ ದರ್ಶನ್ ನಿಧನದ ಹಿನ್ನೆಲೆಯಲ್ಲಿ ಕಾಲೇಜಿನಲ್ಲಿ ಶ್ರದ್ಧಾಂಜಲಿ ಸಲ್ಲಿಸಲಾಯಿತು.: [575, 1605, 1088, 1634]
- banu-paragraph: ಮೈಸೂರು ದಸರಾ ಮಹೋತ್ಸವದ ಉದ್ಘಾಟನಾ ಸಮಾರಂಭಕ್ಕೆ ಸಾಹಿತಿ ಬಾನು ಮುಷ್ತಾಕ್ ಅವರನ್ನು ಆಹ್ವಾನಿಸಿದ ರಾಜ್ಯ ಸರ್ಕಾರದ ನಿರ್ಧಾರವನ್ನು ಪ್ರಶ್ನಿಸಿ ಸಲ್ಲಿಸಿದ್ದ ಮೇಲ್ಮನವಿ ಅರ್ಜಿಯನ್ನು ಸುಪ್ರೀಂ ಕೋರ್ಟ್ ಇಂದು ವಜಾಗೊಳಿಸಿದೆ.: [215, 709, 611, 767]
- student-paragraph: ವಿಡಿಯೋ ಡಿಲೀಟ್ ಮಾಡಿಸಲು ಪವನ್ ಸಾಕಷ್ಟು ಪ್ರಯತ್ನ ಪಟ್ಟಿದ್ದ ಆದರೆ ಅದು ಸಾಧ್ಯವಾಗಿರಲಿಲ್ಲ. ಬುಧವಾರ ಗುರುವಾರ ಕಾಲೇಜು ಮುಗಿಸಿ ಮನೆಗೆ ಹಿಂತಿರುಗಿದ್ದ ಪವನ್, ಕೊಠಡಿಯಲ್ಲಿ ನೇಣು ಬಿಗಿದು ಕೊಂಡು ಆತ್ಮಹತ್ಯೆಗೆ ಶರಣಾಗಿದ್ದಾನೆ. ಪುತ್ರನ ಸಾವಿನಿಂದ ಪೋಷಕರ ಆಕ್ರಂದನ ಮುಗಿಲುಮುಟ್ಟಿದೆ.: [1318, 625, 1498, 772]
- elephant-story: [1129, 1083, 1506, 1428]
- student-paragraph: ಪವನ್ ಸಾವಿಗೆ ಕಾರಣರಾದ ಆರೋಪಿತ ಯುವತಿಯನ್ನು ಬಂಧಿಸುವಂತೆ ಪವನ್ ಕುಟುಂಬಸ್ಥರು ಆಗ್ರಹಿಸಿದ್ದು, ಮಾಡಿದ ಯಾರಿಗೂ ಇಂತಹ ಪರಿಸ್ಥಿತಿ ಬರಬಾರದು. ಇದನ್ನು ತಡೆಯುವ ನಿಟ್ಟಿನಲ್ಲಿ ಪೊಲೀಸರು ತನಿಖೆ ನಡೆಸಿ ಕ್ರಮ ಕೈಗೊಳ್ಳಬೇಕು ಎಂದು ಒತ್ತಾಯಿಸಿದ್ದಾರೆ. ಘಟನೆ ಸಂಬಂಧ ಪೆನ್ಷನ್ ಮೊಹಲ್ಲಾ ಪೊಲೀಸ್ ಠಾಣೆ ವ್ಯಾಪ್ತಿಯಲ್ಲಿ ಈ ಘಟನೆ ನಡೆದಿದೆ.: [1318, 779, 1498, 945]
- table-cell: ಲೆಕ್ಕಿಗರು (Accountant): [1003, 1903, 1135, 1941]
- dateline-issue-en: Issue No:254: [129, 409, 248, 431]
